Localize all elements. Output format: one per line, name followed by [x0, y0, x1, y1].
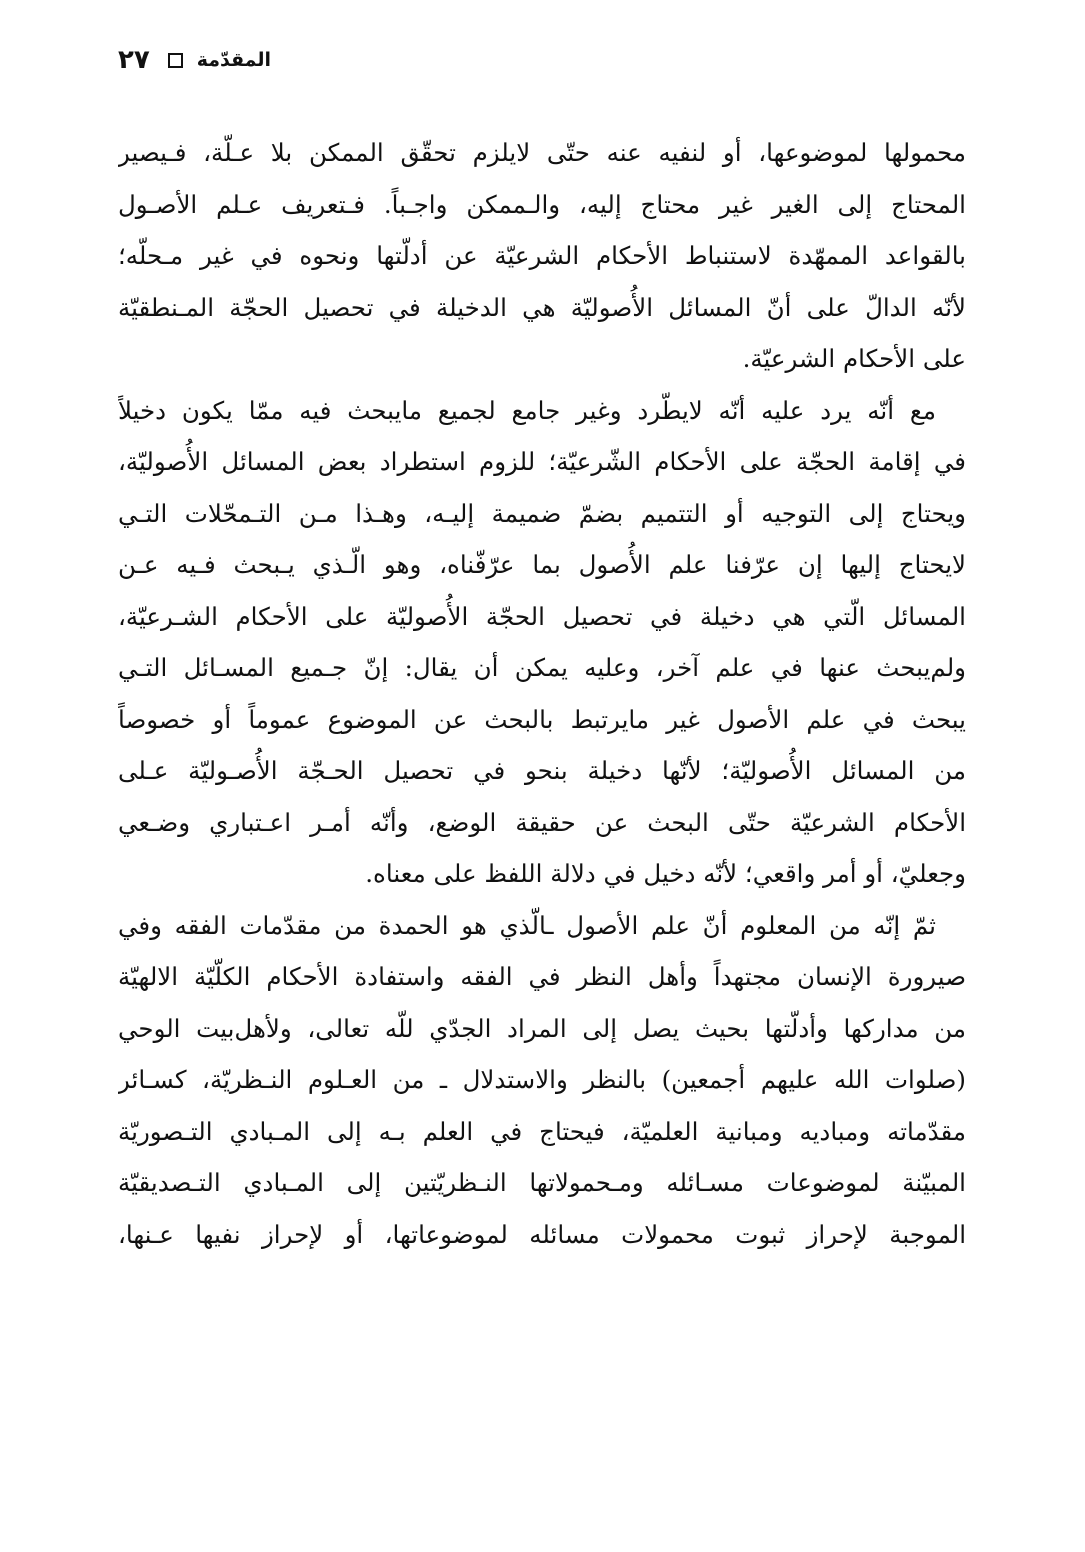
text-line: وجعليّ، أو أمر واقعي؛ لأنّه دخيل في دلالة اللفظ على معناه. — [365, 859, 966, 888]
text-line: صيرورة الإنسان مجتهداً وأهل النظر في الفقه واستفادة الأحكام الكلّيّة الالهيّة — [118, 962, 966, 991]
text-line: مع أنّه يرد عليه أنّه لايطّرد وغير جامع لجميع مايبحث فيه ممّا يكون دخيلاً — [118, 395, 936, 425]
paragraph-2 — [118, 385, 966, 900]
running-head — [118, 40, 271, 80]
page-number: ٢٧ — [118, 45, 150, 75]
text-line: لايحتاج إليها إن عرّفنا علم الأُصول بما عرّفّناه، وهو الّـذي يـبحث فـيه عـن — [118, 550, 966, 579]
text-line: المسائل الّتي هي دخيلة في تحصيل الحجّة الأُصوليّة على الأحكام الشـرعيّة، — [118, 601, 966, 631]
text-line: على الأحكام الشرعيّة. — [742, 344, 966, 373]
text-line: (صلوات الله عليهم أجمعين) بالنظر والاستدلال ـ من العـلوم النـظريّة، كسـائر — [118, 1065, 966, 1094]
paragraph-1 — [118, 127, 966, 385]
text-line: الأحكام الشرعيّة حتّى البحث عن حقيقة الوضع، وأنّه أمـر اعـتباري وضـعي — [118, 807, 966, 837]
text-line: ولم‌يبحث عنها في علم آخر، وعليه يمكن أن يقال: إنّ جـميع المسـائل التـي — [118, 653, 966, 682]
text-line: ثمّ إنّه من المعلوم أنّ علم الأصول ـالّذي هو الحمدة من مقدّمات الفقه وفي — [118, 910, 936, 940]
text-line: من المسائل الأُصوليّة؛ لأنّها دخيلة بنحو في تحصيل الحـجّة الأُصـوليّة عـلى — [118, 756, 966, 785]
text-line: الموجبة لإحراز ثبوت محمولات مسائله لموضوعاتها، أو لإحراز نفيها عـنها، — [118, 1219, 966, 1249]
text-line: في إقامة الحجّة على الأحكام الشّرعيّة؛ للزوم استطراد بعض المسائل الأُصوليّة، — [118, 447, 966, 476]
text-line: مقدّماته ومباديه ومبانية العلميّة، فيحتاج في العلم بـه إلى المـبادي التـصوريّة — [118, 1116, 966, 1146]
text-line: يبحث في علم الأصول غير مايرتبط بالبحث عن الموضوع عموماً أو خصوصاً — [118, 704, 966, 734]
section-title: المقدّمة — [196, 49, 272, 71]
body-text — [118, 127, 966, 1260]
text-line: من مداركها وأدلّتها بحيث يصل إلى المراد الجدّي للّه تعالى، ولأهل‌بيت الوحي — [118, 1013, 966, 1043]
text-line: المحتاج إلى الغير غير محتاج إليه، والـممكن واجـباً. فـتعريف عـلم الأصـول — [118, 189, 966, 219]
text-line: محمولها لموضوعها، أو لنفيه عنه حتّى لايلزم تحقّق الممكن بلا عـلّة، فـيصير — [118, 138, 966, 167]
text-line: لأنّه الدالّ على أنّ المسائل الأُصوليّة هي الدخيلة في تحصيل الحجّة المـنطقيّة — [118, 292, 966, 322]
square-separator-icon — [168, 53, 183, 68]
text-line: ويحتاج إلى التوجيه أو التتميم بضمّ ضميمة إليـه، وهـذا مـن التـمحّلات التـي — [118, 498, 966, 528]
text-line: بالقواعد الممهّدة لاستنباط الأحكام الشرعيّة عن أدلّتها ونحوه في غير مـحلّه؛ — [118, 241, 966, 270]
paragraph-3 — [118, 900, 966, 1261]
text-line: المبيّنة لموضوعات مسـائله ومـحمولاتها النـظريّتين إلى المـبادي التـصديقيّة — [118, 1168, 966, 1197]
